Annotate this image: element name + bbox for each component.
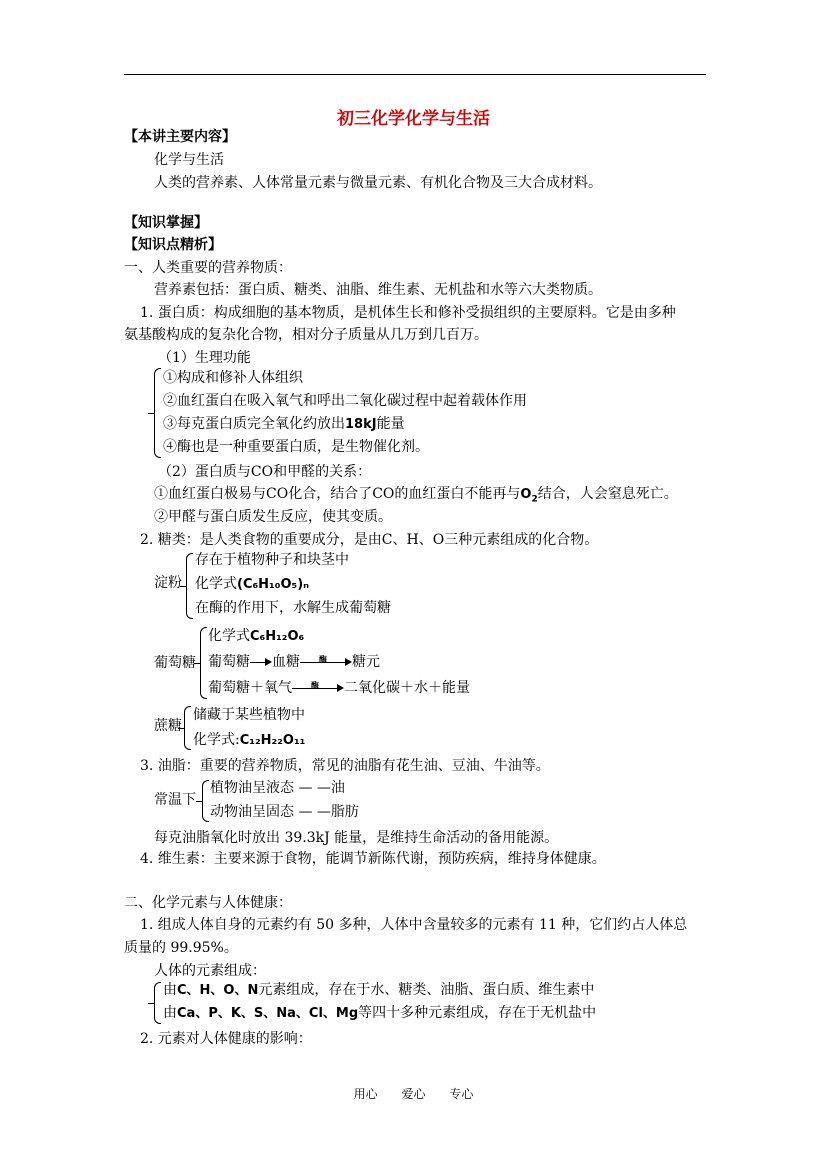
protein-function-1: ①构成和修补人体组织 xyxy=(163,370,303,386)
elements-effect-title: 2. 元素对人体健康的影响： xyxy=(140,1031,312,1047)
footer-word-3: 专心 xyxy=(449,1087,474,1101)
protein-subheading-co: （2）蛋白质与CO和甲醛的关系： xyxy=(158,464,372,480)
glucose-label: 葡萄糖 xyxy=(154,655,196,671)
nutrients-list: 营养素包括：蛋白质、糖类、油脂、维生素、无机盐和水等六大类物质。 xyxy=(154,282,602,298)
vitamin-title: 4. 维生素：主要来源于食物，能调节新陈代谢，预防疾病，维持身体健康。 xyxy=(140,851,606,867)
sucrose-label: 蔗糖 xyxy=(154,718,182,734)
elements-composition: 人体的元素组成： xyxy=(154,963,266,979)
brace-sucrose xyxy=(184,706,191,750)
brace-starch xyxy=(186,553,193,619)
protein-subheading-functions: （1）生理功能 xyxy=(158,350,251,366)
protein-formaldehyde-line: ②甲醛与蛋白质发生反应，使其变质。 xyxy=(154,509,392,525)
glucose-item-3: 葡萄糖＋氧气 酶 二氧化碳＋水＋能量 xyxy=(208,680,470,696)
glucose-item-2: 葡萄糖 血糖 酶 糖元 xyxy=(208,654,380,670)
starch-item-1: 存在于植物种子和块茎中 xyxy=(195,552,349,568)
protein-function-4: ④酶也是一种重要蛋白质，是生物催化剂。 xyxy=(163,439,429,455)
glucose-formula: C₆H₁₂O₆ xyxy=(250,629,305,644)
footer-word-2: 爱心 xyxy=(401,1087,426,1101)
glucose-item-1: 化学式C₆H₁₂O₆ xyxy=(208,628,305,644)
starch-item-3: 在酶的作用下，水解生成葡萄糖 xyxy=(195,600,391,616)
brace-oil xyxy=(202,780,209,822)
oil-energy: 每克油脂氧化时放出 39.3kJ 能量，是维持生命活动的备用能源。 xyxy=(154,830,559,846)
page-footer xyxy=(0,1085,827,1102)
oil-item-1: 植物油呈液态 — —油 xyxy=(210,780,345,796)
oil-item-2: 动物油呈固态 — —脂肪 xyxy=(210,804,359,820)
energy-value: 18kJ xyxy=(345,417,377,432)
elements-line-1: 1. 组成人体自身的元素约有 50 多种，人体中含量较多的元素有 11 种，它们约占人体总 xyxy=(140,917,688,933)
o2-formula: $O_2$ xyxy=(520,487,538,505)
section1-title: 一、人类重要的营养物质： xyxy=(124,260,292,276)
oil-label: 常温下 xyxy=(154,792,196,808)
protein-function-2: ②血红蛋白在吸入氧气和呼出二氧化碳过程中起着载体作用 xyxy=(163,393,527,409)
brace-glucose xyxy=(200,627,207,699)
protein-line-1: 1. 蛋白质：构成细胞的基本物质，是机体生长和修补受损组织的主要原料。它是由多种 xyxy=(140,305,676,321)
sucrose-item-1: 储藏于某些植物中 xyxy=(193,707,305,723)
main-topic: 化学与生活 xyxy=(154,152,224,168)
starch-item-2: 化学式(C₆H₁₀O₅)ₙ xyxy=(195,576,310,592)
arrow-enzyme-icon: 酶 xyxy=(292,681,344,695)
heading-analysis: 【知识点精析】 xyxy=(124,237,222,253)
page-title: 初三化学化学与生活 xyxy=(337,109,490,129)
starch-label: 淀粉 xyxy=(154,575,182,591)
arrow-enzyme-icon: 酶 xyxy=(300,655,352,669)
protein-co-line: ①血红蛋白极易与CO化合，结合了CO的血红蛋白不能再与$O_2$结合，人会窒息死亡。 xyxy=(154,486,678,505)
arrow-icon xyxy=(250,655,272,669)
main-description: 人类的营养素、人体常量元素与微量元素、有机化合物及三大合成材料。 xyxy=(154,175,602,191)
header-rule xyxy=(124,74,706,75)
sucrose-formula: C₁₂H₂₂O₁₁ xyxy=(239,733,306,748)
footer-word-1: 用心 xyxy=(353,1087,378,1101)
oil-title: 3. 油脂：重要的营养物质，常见的油脂有花生油、豆油、牛油等。 xyxy=(140,758,550,774)
brace-protein-functions xyxy=(154,368,161,458)
sugar-title: 2. 糖类：是人类食物的重要成分，是由C、H、O三种元素组成的化合物。 xyxy=(140,532,599,548)
starch-formula: (C₆H₁₀O₅)ₙ xyxy=(237,577,310,592)
heading-knowledge: 【知识掌握】 xyxy=(124,215,208,231)
elements-line-2: 质量的 99.95%。 xyxy=(124,940,238,956)
elements-major: 由C、H、O、N元素组成，存在于水、糖类、油脂、蛋白质、维生素中 xyxy=(163,982,595,998)
section2-title: 二、化学元素与人体健康： xyxy=(124,895,292,911)
brace-elements xyxy=(154,982,161,1024)
heading-main-content: 【本讲主要内容】 xyxy=(124,129,236,145)
protein-function-3: ③每克蛋白质完全氧化约放出18kJ能量 xyxy=(163,416,405,432)
protein-line-2: 氨基酸构成的复杂化合物，相对分子质量从几万到几百万。 xyxy=(124,327,488,343)
elements-minor: 由Ca、P、K、S、Na、Cl、Mg等四十多种元素组成，存在于无机盐中 xyxy=(163,1005,597,1021)
sucrose-item-2: 化学式:C₁₂H₂₂O₁₁ xyxy=(193,732,306,748)
